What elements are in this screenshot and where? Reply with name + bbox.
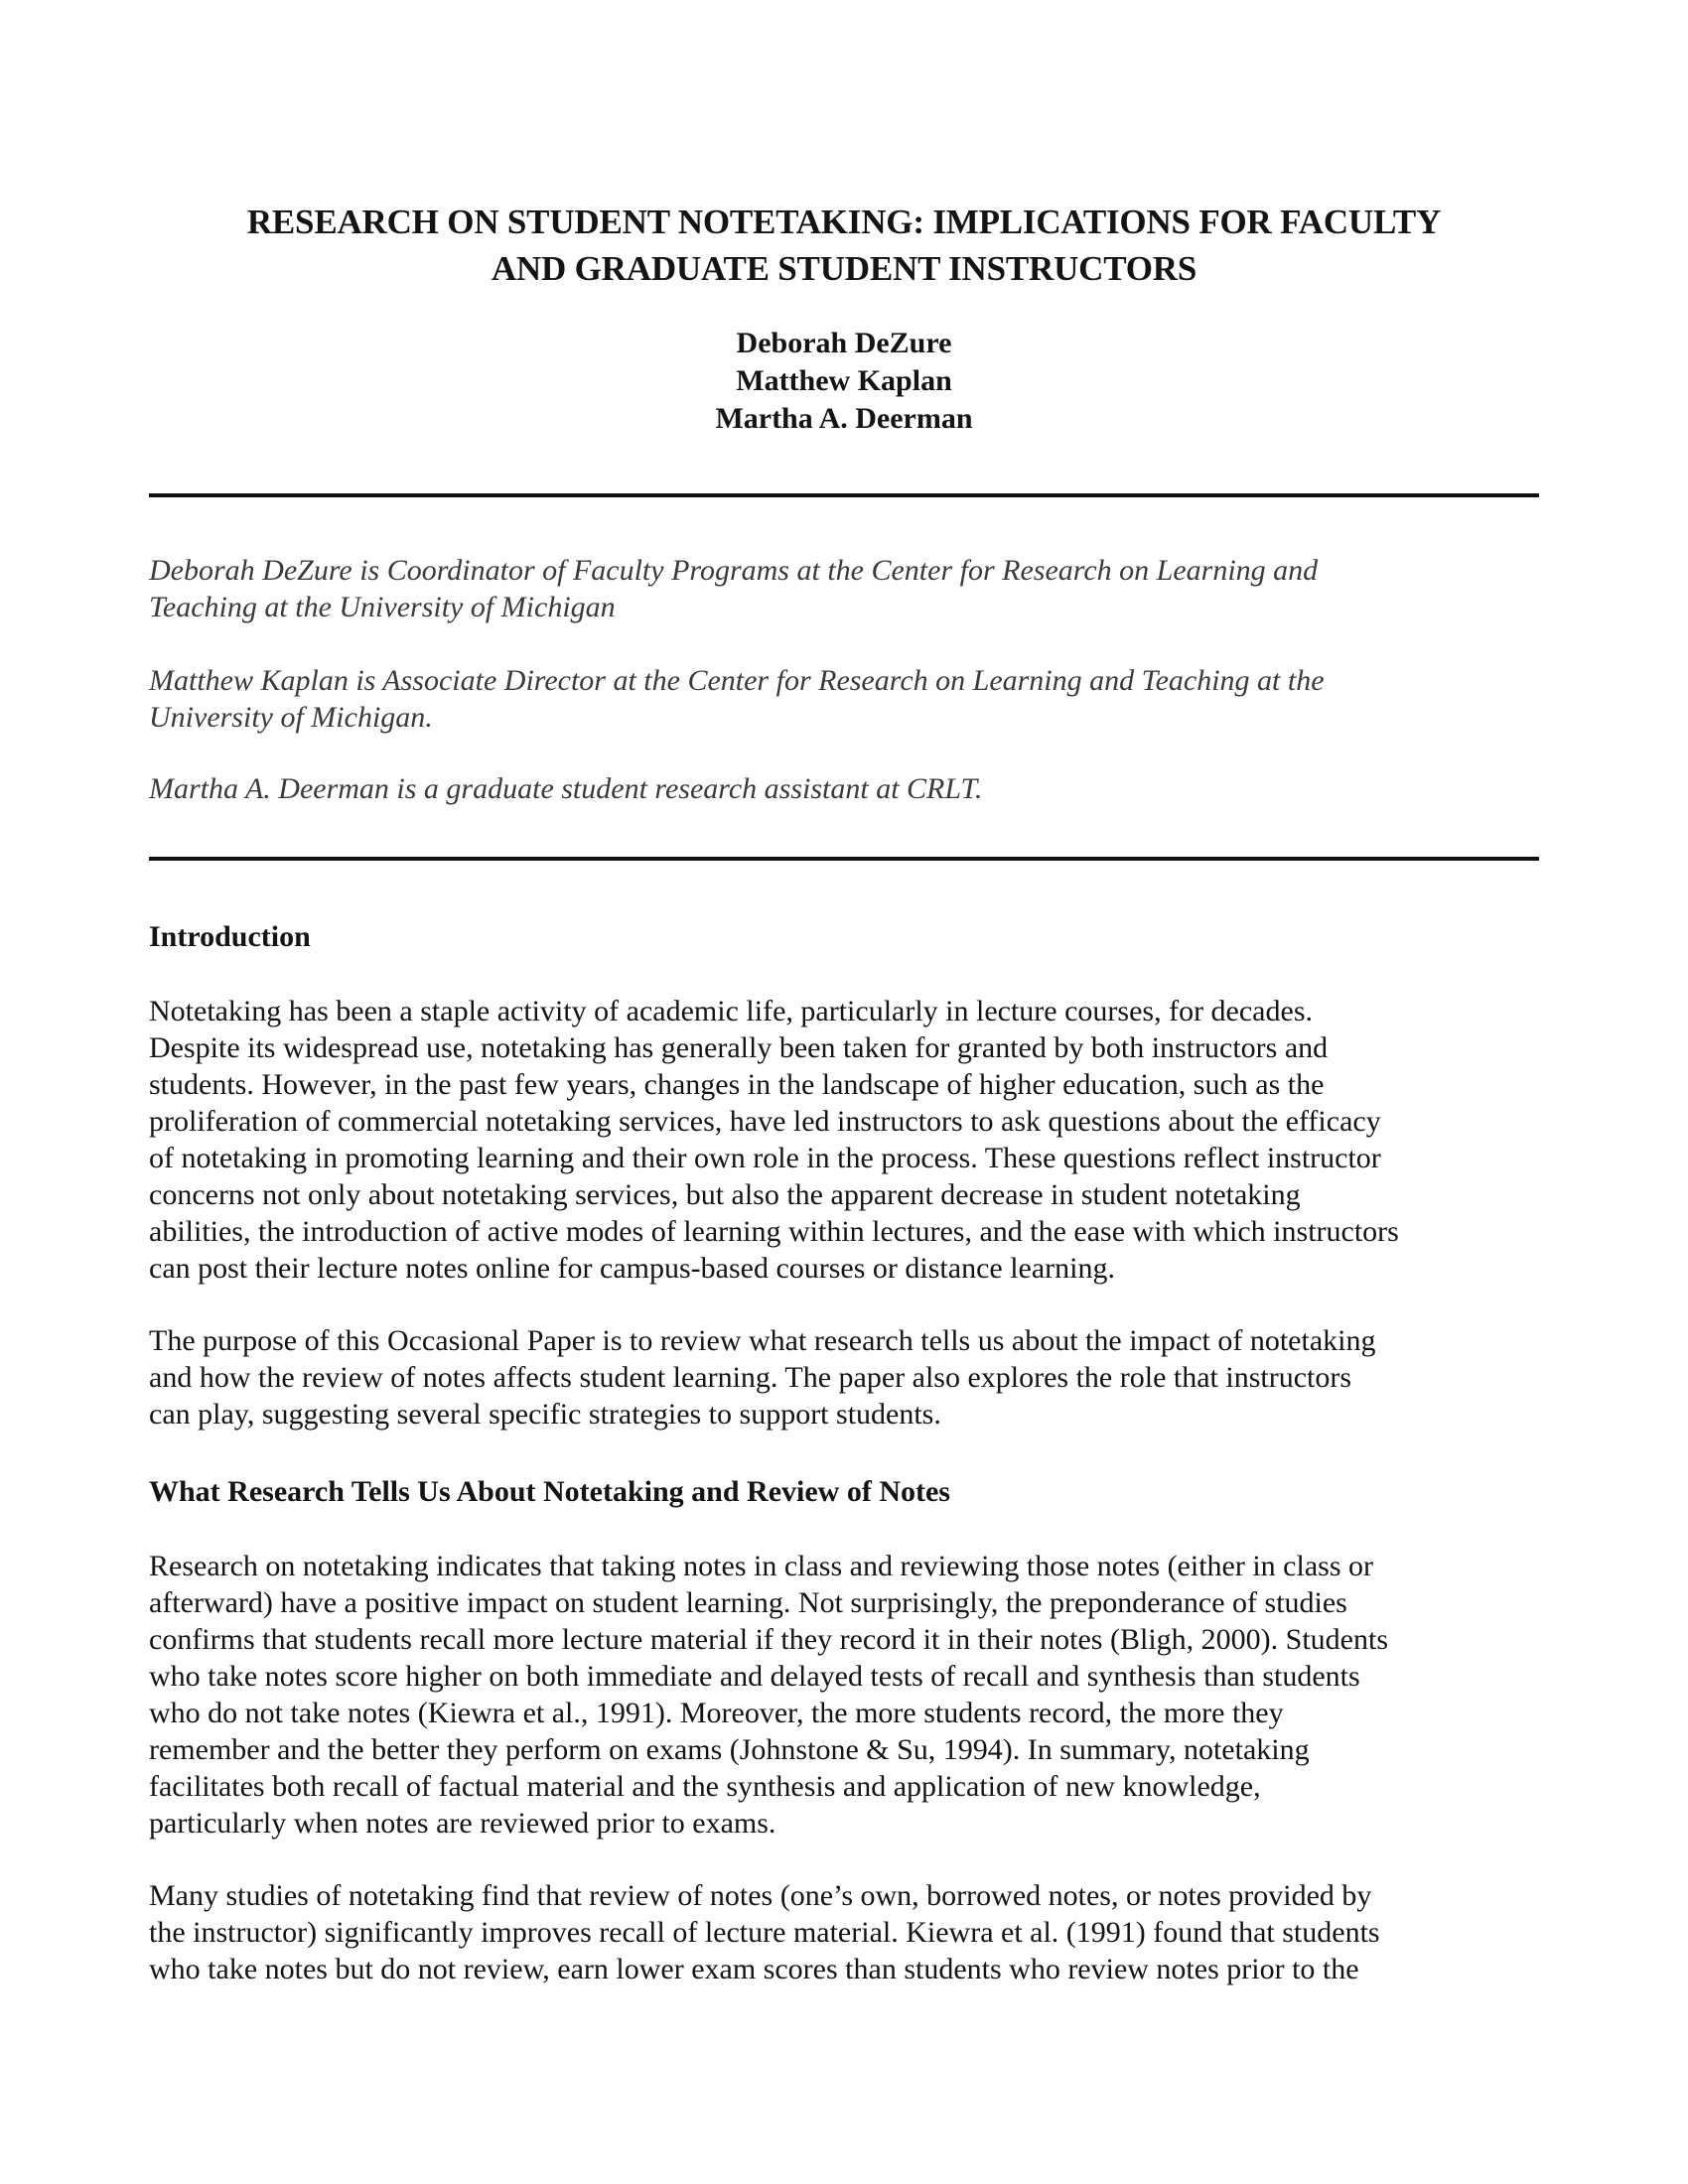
paragraph-line: remember and the better they perform on exams (Johnstone & Su, 1994). In summary, notetaking	[149, 1733, 1310, 1766]
title-line: RESEARCH ON STUDENT NOTETAKING: IMPLICATIONS FOR FACULTY	[246, 203, 1442, 241]
paragraph-line: concerns not only about notetaking services, but also the apparent decrease in student notetaking	[149, 1178, 1301, 1211]
paragraph-line: afterward) have a positive impact on student learning. Not surprisingly, the preponderance of studies	[149, 1586, 1347, 1619]
section-heading-research: What Research Tells Us About Notetaking and Review of Notes	[149, 1475, 950, 1508]
bio-line: Teaching at the University of Michigan	[149, 591, 616, 623]
paragraph-line: Research on notetaking indicates that taking notes in class and reviewing those notes (either in class or	[149, 1550, 1373, 1582]
bio-line: Matthew Kaplan is Associate Director at the Center for Research on Learning and Teaching at the	[149, 664, 1325, 697]
document-page	[149, 0, 1539, 2184]
paragraph-line: Despite its widespread use, notetaking has generally been taken for granted by both instructors and	[149, 1031, 1329, 1064]
author-list	[149, 325, 1539, 438]
paragraph-line: The purpose of this Occasional Paper is to review what research tells us about the impact of notetaking	[149, 1324, 1376, 1357]
body-paragraph	[149, 1548, 1539, 1842]
paragraph-line: Notetaking has been a staple activity of academic life, particularly in lecture courses, for decades.	[149, 995, 1313, 1027]
title-line: AND GRADUATE STUDENT INSTRUCTORS	[491, 249, 1197, 288]
paragraph-line: can post their lecture notes online for campus-based courses or distance learning.	[149, 1252, 1115, 1285]
author-bio	[149, 770, 1539, 807]
paragraph-line: facilitates both recall of factual material and the synthesis and application of new knowledge,	[149, 1770, 1261, 1803]
paragraph-line: abilities, the introduction of active modes of learning within lectures, and the ease with which instructors	[149, 1215, 1399, 1248]
paragraph-line: students. However, in the past few years, changes in the landscape of higher education, such as the	[149, 1068, 1325, 1101]
bio-line: Deborah DeZure is Coordinator of Faculty Programs at the Center for Research on Learning and	[149, 554, 1319, 587]
paragraph-line: particularly when notes are reviewed prior to exams.	[149, 1807, 776, 1840]
section-heading-introduction: Introduction	[149, 920, 311, 953]
horizontal-divider	[149, 857, 1539, 861]
paragraph-line: the instructor) significantly improves recall of lecture material. Kiewra et al. (1991) found that students	[149, 1916, 1380, 1949]
paragraph-line: who take notes but do not review, earn lower exam scores than students who review notes prior to the	[149, 1953, 1359, 1985]
body-paragraph	[149, 993, 1539, 1287]
author-name: Matthew Kaplan	[736, 364, 952, 397]
author-bio	[149, 552, 1539, 625]
bio-line: Martha A. Deerman is a graduate student research assistant at CRLT.	[149, 772, 983, 805]
paragraph-line: can play, suggesting several specific strategies to support students.	[149, 1398, 941, 1431]
paragraph-line: and how the review of notes affects student learning. The paper also explores the role that instructors	[149, 1361, 1352, 1394]
horizontal-divider	[149, 493, 1539, 497]
author-bio	[149, 662, 1539, 736]
paragraph-line: of notetaking in promoting learning and their own role in the process. These questions reflect instructor	[149, 1142, 1381, 1174]
body-paragraph	[149, 1322, 1539, 1433]
paragraph-line: Many studies of notetaking find that review of notes (one’s own, borrowed notes, or notes provided by	[149, 1879, 1372, 1912]
body-paragraph	[149, 1877, 1539, 1987]
author-name: Martha A. Deerman	[715, 402, 973, 435]
author-name: Deborah DeZure	[736, 327, 952, 359]
paragraph-line: proliferation of commercial notetaking services, have led instructors to ask questions about the efficacy	[149, 1105, 1381, 1138]
bio-line: University of Michigan.	[149, 701, 433, 734]
paragraph-line: who take notes score higher on both immediate and delayed tests of recall and synthesis than students	[149, 1660, 1360, 1693]
document-title	[149, 199, 1539, 292]
paragraph-line: confirms that students recall more lecture material if they record it in their notes (Bligh, 2000). Students	[149, 1623, 1388, 1656]
paragraph-line: who do not take notes (Kiewra et al., 1991). Moreover, the more students record, the more they	[149, 1697, 1284, 1729]
